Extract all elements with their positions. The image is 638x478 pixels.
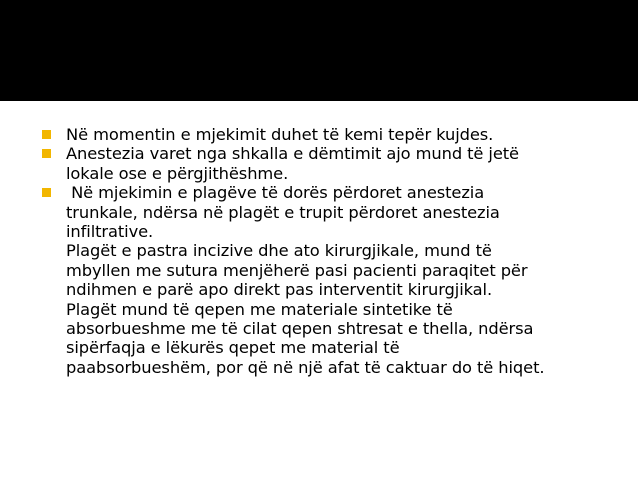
bullet-item <box>42 144 622 183</box>
slide-title-bar <box>0 0 638 101</box>
bullet-text-line: Në momentin e mjekimit duhet të kemi tepër kujdes. <box>66 125 494 144</box>
bullet-item <box>42 183 622 377</box>
bullet-text-line: paabsorbueshëm, por që në një afat të caktuar do të hiqet. <box>66 357 545 377</box>
bullet-text-line: infiltrative. <box>66 222 154 242</box>
bullet-text-line: Anestezia varet nga shkalla e dëmtimit ajo mund të jetë <box>66 144 519 164</box>
square-bullet-icon <box>42 149 51 158</box>
bullet-text-line: lokale ose e përgjithëshme. <box>66 163 289 183</box>
square-bullet-icon <box>42 188 51 197</box>
bullet-text-line: Plagët mund të qepen me materiale sintetike të <box>66 299 453 319</box>
bullet-text-line: absorbueshme me të cilat qepen shtresat e thella, ndërsa <box>66 319 534 339</box>
bullet-text-line: sipërfaqja e lëkurës qepet me material të <box>66 338 400 358</box>
bullet-text-line: trunkale, ndërsa në plagët e trupit përdoret anestezia <box>66 202 500 222</box>
bullet-text-line: ndihmen e parë apo direkt pas interventit kirurgjikal. <box>66 280 493 300</box>
slide-content <box>42 125 622 377</box>
bullet-text-line: Plagët e pastra incizive dhe ato kirurgjikale, mund të <box>66 241 492 261</box>
bullet-text-line: Në mjekimin e plagëve të dorës përdoret anestezia <box>66 183 485 203</box>
bullet-item <box>42 125 622 144</box>
bullet-text-line: mbyllen me sutura menjëherë pasi pacienti paraqitet për <box>66 260 528 280</box>
square-bullet-icon <box>42 130 51 139</box>
